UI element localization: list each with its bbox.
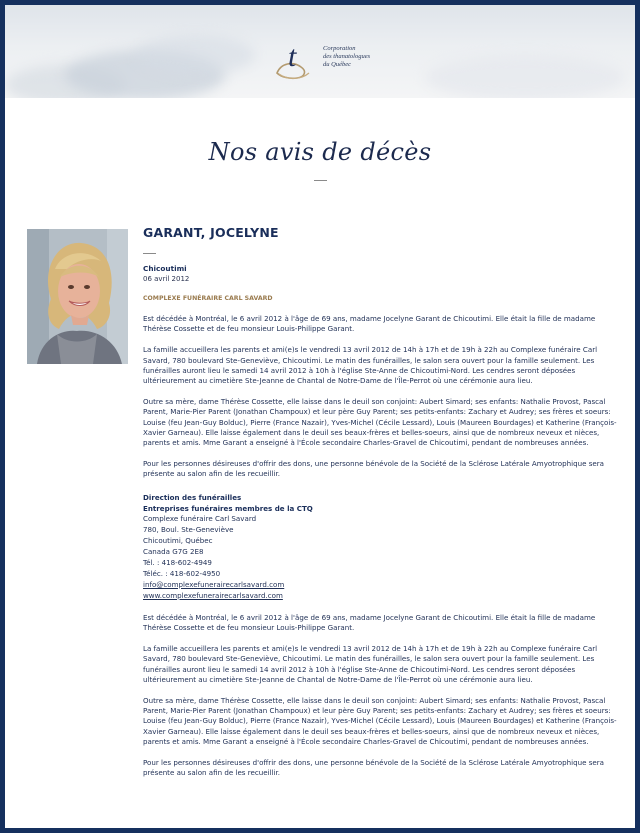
notice-paragraph: Outre sa mère, dame Thérèse Cossette, elle laisse dans le deuil son conjoint: Aubert Simard; ses enfants: Nathalie Provost, Pascal Parent, Marie-Pier Parent (Jonathan Champoux) et leur père Guy Parent; ses petits-enfants: Zachary et Audrey; ses frères et soeurs: Louise (feu Jean-Guy Bolduc), Pierre (France Nazair), Yves-Michel (Cécile Lessard), Louis (Maureen Bourdages) et Katherine (François-Xavier Garneau). Elle laisse également dans le deuil ses beaux-frères et belles-soeurs, ainsi que de nombreux neveux et nièces, parents et amis. Mme Garant a enseigné à l'École secondaire Charles-Gravel de Chicoutimi, pendant de nombreuses années. <box>143 397 617 448</box>
direction-street: 780, Boul. Ste-Geneviève <box>143 525 234 535</box>
header-banner <box>5 5 635 98</box>
title-divider <box>314 180 327 181</box>
direction-website-link[interactable]: www.complexefunerairecarlsavard.com <box>143 590 283 600</box>
notice-paragraph-repeat: Outre sa mère, dame Thérèse Cossette, elle laisse dans le deuil son conjoint: Aubert Simard; ses enfants: Nathalie Provost, Pascal Parent, Marie-Pier Parent (Jonathan Champoux) et leur père Guy Parent; ses petits-enfants: Zachary et Audrey; ses frères et soeurs: Louise (feu Jean-Guy Bolduc), Pierre (France Nazair), Yves-Michel (Cécile Lessard), Louis (Maureen Bourdages) et Katherine (François-Xavier Garneau). Elle laisse également dans le deuil ses beaux-frères et belles-soeurs, ainsi que de nombreux neveux et nièces, parents et amis. Mme Garant a enseigné à l'École secondaire Charles-Gravel de Chicoutimi, pendant de nombreuses années. <box>143 695 617 746</box>
org-name-line: des thanatologues <box>323 53 371 60</box>
notice-paragraph-repeat: Est décédée à Montréal, le 6 avril 2012 à l'âge de 69 ans, madame Jocelyne Garant de Chicoutimi. Elle était la fille de madame Thérèse Cossette et de feu monsieur Louis-Philippe Garant. <box>143 612 596 632</box>
funeral-direction <box>143 493 621 602</box>
banner-cloud <box>135 35 255 75</box>
banner-cloud <box>425 55 625 98</box>
notice-paragraph: Est décédée à Montréal, le 6 avril 2012 à l'âge de 69 ans, madame Jocelyne Garant de Chicoutimi. Elle était la fille de madame Thérèse Cossette et de feu monsieur Louis-Philippe Garant. <box>143 314 596 334</box>
direction-email-link[interactable]: info@complexefunerairecarlsavard.com <box>143 579 285 589</box>
notice-paragraph-repeat: La famille accueillera les parents et ami(e)s le vendredi 13 avril 2012 de 14h à 17h et de 19h à 22h au Complexe funéraire Carl Savard, 780 boulevard Ste-Geneviève, Chicoutimi. Le matin des funérailles, le salon sera ouvert pour la famille seulement. Les funérailles auront lieu le samedi 14 avril 2012 à 10h à l'église Ste-Anne de Chicoutimi-Nord. Les cendres seront déposées ultérieurement au cimetière Ste-Jeanne de Chantal de Notre-Dame de l'Île-Perrot où une cérémonie aura lieu. <box>143 644 598 684</box>
direction-phone: Tél. : 418-602-4949 <box>143 558 212 568</box>
logo-letter: t <box>288 40 297 73</box>
portrait-illustration <box>27 229 128 364</box>
direction-heading: Direction des funérailles <box>143 492 242 502</box>
org-name <box>323 45 433 69</box>
org-name-line: du Québec <box>323 61 351 68</box>
notice-date: 06 avril 2012 <box>143 275 190 283</box>
notice-content <box>143 225 621 778</box>
notice-paragraph: La famille accueillera les parents et ami(e)s le vendredi 13 avril 2012 de 14h à 17h et de 19h à 22h au Complexe funéraire Carl Savard, 780 boulevard Ste-Geneviève, Chicoutimi. Le matin des funérailles, le salon sera ouvert pour la famille seulement. Les funérailles auront lieu le samedi 14 avril 2012 à 10h à l'église Ste-Anne de Chicoutimi-Nord. Les cendres seront déposées ultérieurement au cimetière Ste-Jeanne de Chantal de Notre-Dame de l'Île-Perrot où une cérémonie aura lieu. <box>143 345 598 386</box>
ctq-logo-icon[interactable] <box>271 33 315 81</box>
direction-city: Chicoutimi, Québec <box>143 536 213 546</box>
deceased-photo <box>27 229 128 364</box>
direction-postal: Canada G7G 2E8 <box>143 547 204 557</box>
direction-company: Complexe funéraire Carl Savard <box>143 514 257 524</box>
notice-paragraph-repeat: Pour les personnes désireuses d'offrir des dons, une personne bénévole de la Société de la Sclérose Latérale Amyotrophique sera présente au salon afin de les recueillir. <box>143 757 605 778</box>
notice-city: Chicoutimi <box>143 264 187 273</box>
deceased-name: GARANT, JOCELYNE <box>143 225 279 240</box>
direction-fax: Téléc. : 418-602-4950 <box>143 568 221 578</box>
funeral-home-label: COMPLEXE FUNÉRAIRE CARL SAVARD <box>143 295 273 302</box>
name-divider <box>143 253 156 254</box>
direction-subheading: Entreprises funéraires membres de la CTQ <box>143 503 313 513</box>
org-name-line: Corporation <box>323 45 356 52</box>
page-frame <box>5 5 635 828</box>
page-title: Nos avis de décès <box>208 138 432 166</box>
notice-paragraph: Pour les personnes désireuses d'offrir des dons, une personne bénévole de la Société de la Sclérose Latérale Amyotrophique sera présente au salon afin de les recueillir. <box>143 459 605 479</box>
